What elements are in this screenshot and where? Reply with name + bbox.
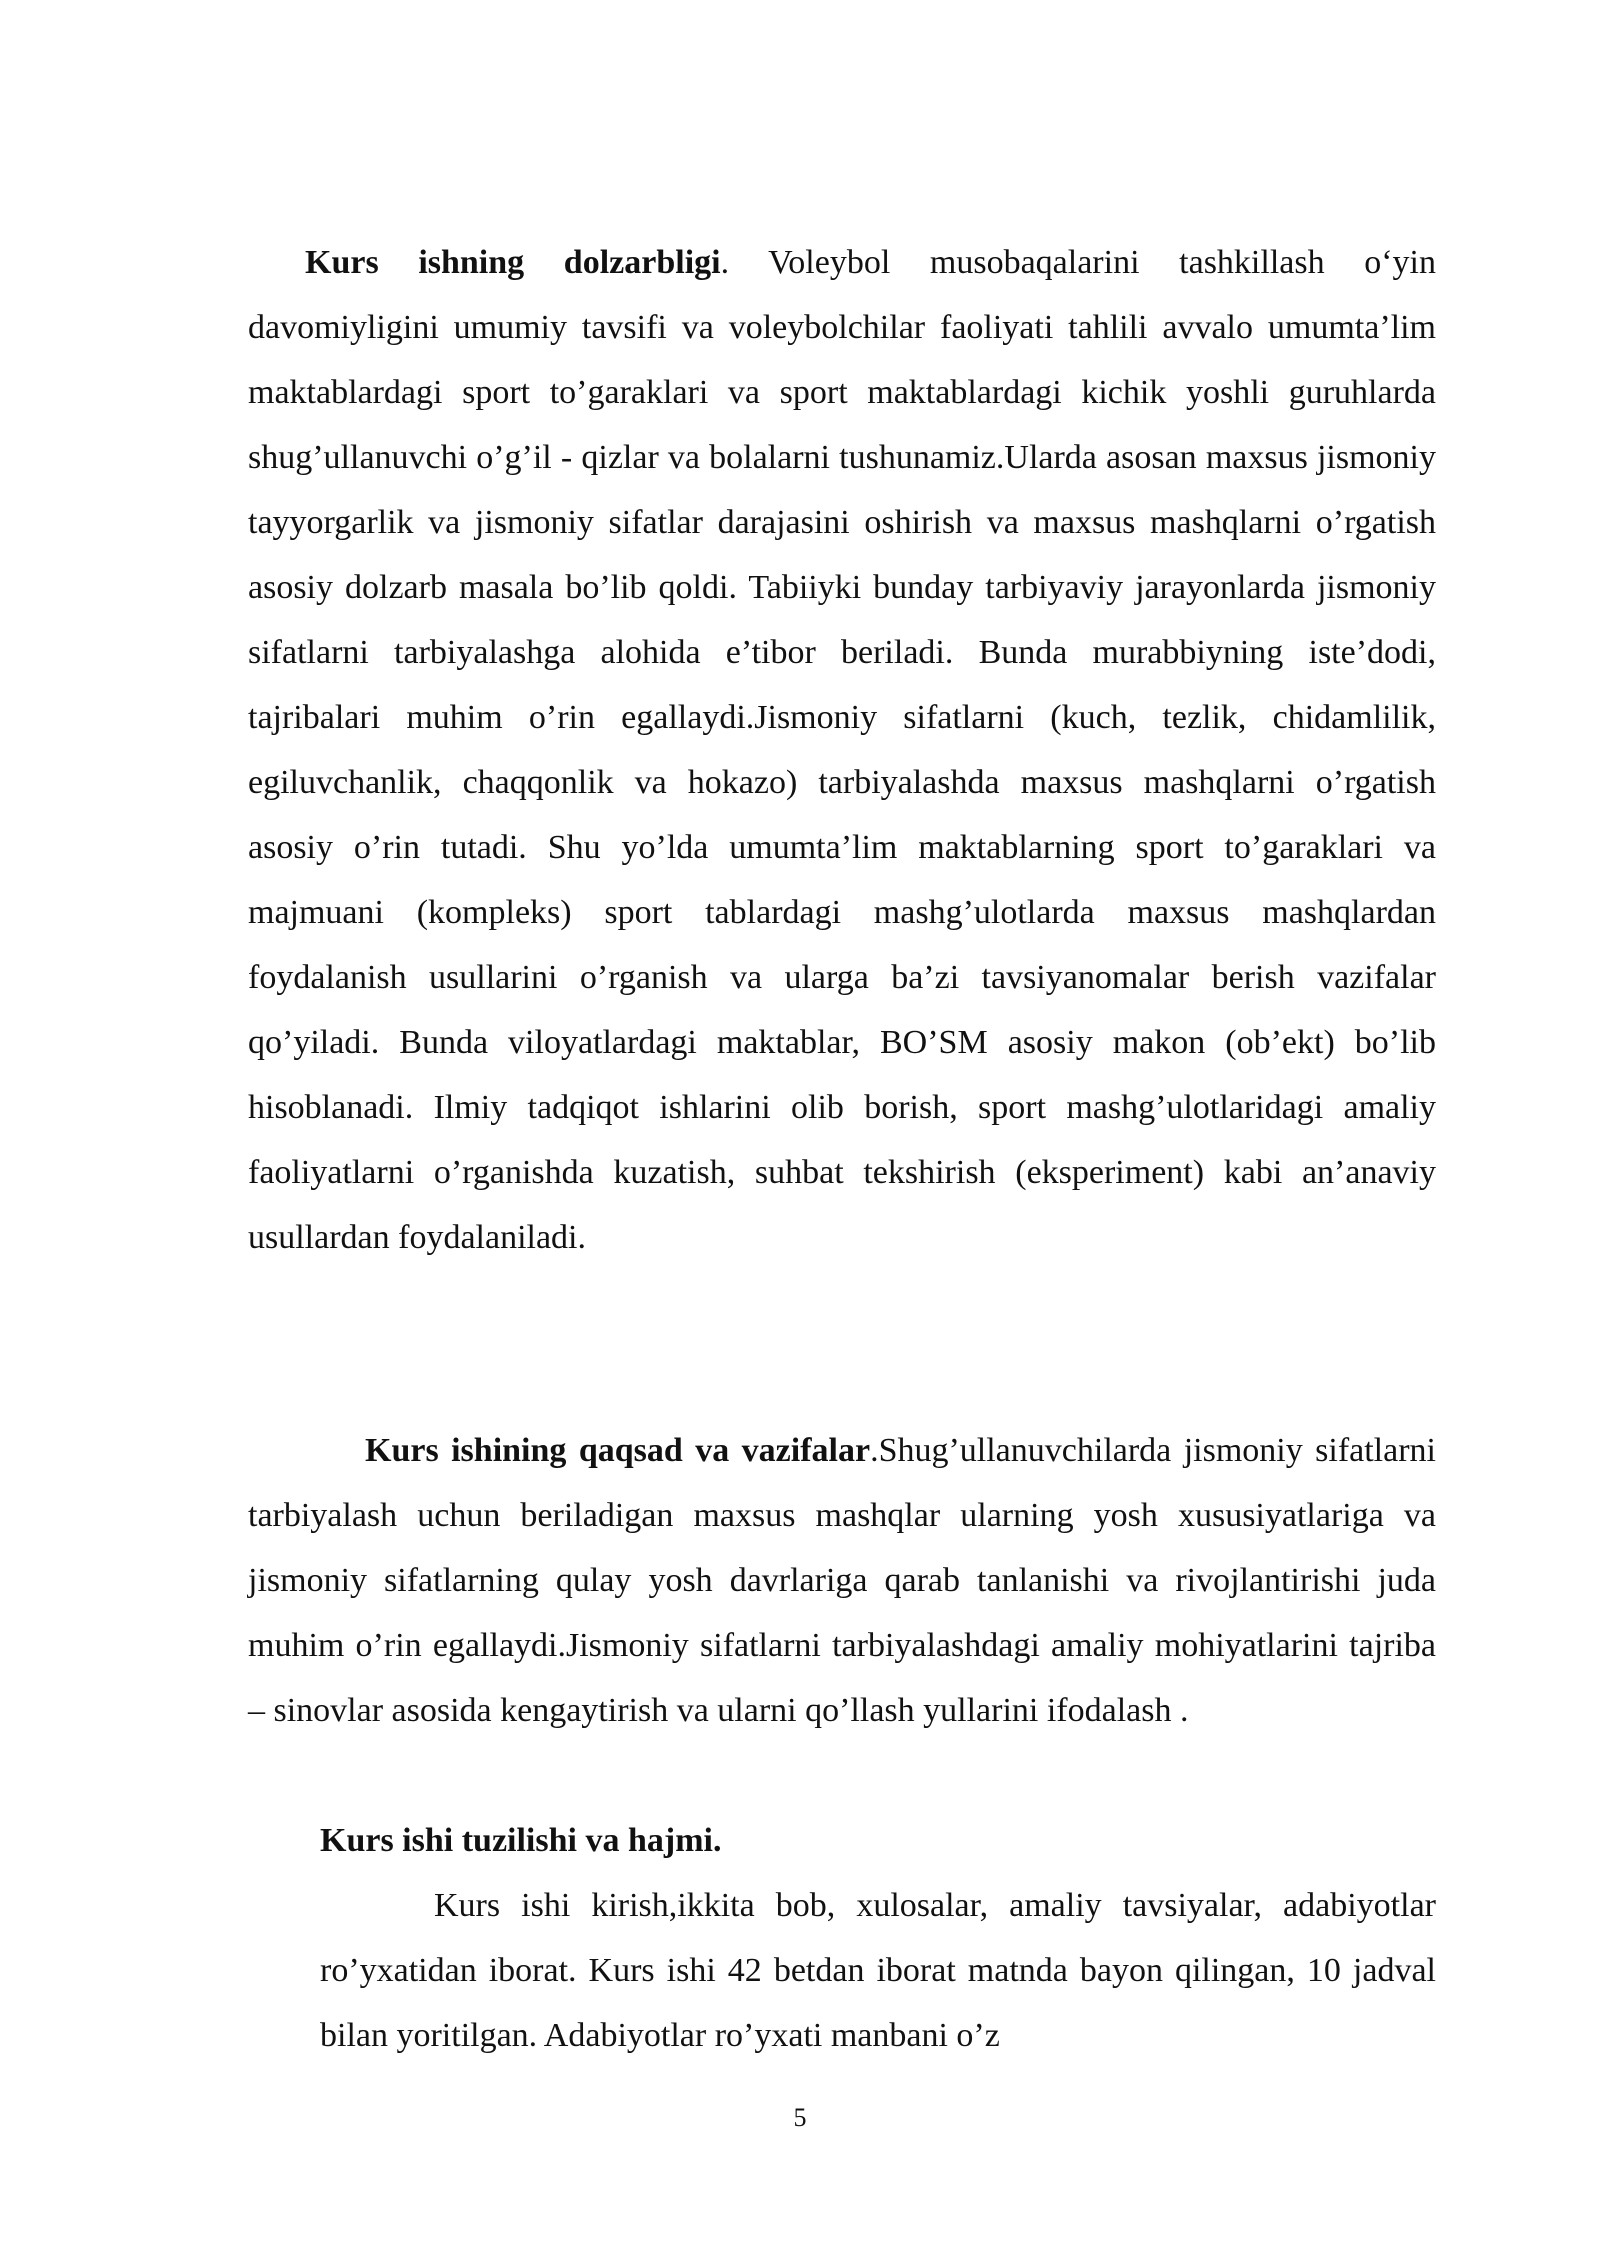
section-heading: Kurs ishining qaqsad va vazifalar	[365, 1432, 871, 1469]
paragraph-text: .Shug’ullanuvchilarda jismoniy sifatlarni tarbiyalash uchun beriladigan maxsus mashqlar ularning yosh xususiyatlariga va jismoniy sifatlarning qulay yosh davrlariga qarab tanlanishi va rivojlantirishi juda muhim o’rin egallaydi.Jismoniy sifatlarni tarbiyalashdagi amaliy mohiyatlarini tajriba – sinovlar asosida kengaytirish va ularni qo’llash yullarini ifodalash .	[248, 1432, 1436, 1729]
section-heading: Kurs ishi tuzilishi va hajmi.	[320, 1822, 722, 1859]
paragraph	[248, 1418, 1436, 1743]
section-goals	[248, 1418, 1436, 1743]
section-relevance	[248, 230, 1436, 1270]
page-number: 5	[793, 2103, 807, 2132]
paragraph-text: Voleybol musobaqalarini tashkillash o‘yin davomiyligini umumiy tavsifi va voleybolchilar faoliyati tahlili avvalo umumta’lim maktablardagi sport to’garaklari va sport maktablardagi kichik yoshli guruhlarda shug’ullanuvchi o’g’il - qizlar va bolalarni tushunamiz.Ularda asosan maxsus jismoniy tayyorgarlik va jismoniy sifatlar darajasini oshirish va maxsus mashqlarni o’rgatish asosiy dolzarb masala bo’lib qoldi. Tabiiyki bunday tarbiyaviy jarayonlarda jismoniy sifatlarni tarbiyalashga alohida e’tibor beriladi. Bunda murabbiyning iste’dodi, tajribalari muhim o’rin egallaydi.Jismoniy sifatlarni (kuch, tezlik, chidamlilik, egiluvchanlik, chaqqonlik va hokazo) tarbiyalashda maxsus mashqlarni o’rgatish asosiy o’rin tutadi. Shu yo’lda umumta’lim maktablarning sport to’garaklari va majmuani (kompleks) sport tablardagi mashg’ulotlarda maxsus mashqlardan foydalanish usullarini o’rganish va ularga ba’zi tavsiyanomalar berish vazifalar qo’yiladi. Bunda viloyatlardagi maktablar, BO’SM asosiy makon (ob’ekt) bo’lib hisoblanadi. Ilmiy tadqiqot ishlarini olib borish, sport mashg’ulotlaridagi amaliy faoliyatlarni o’rganishda kuzatish, suhbat tekshirish (eksperiment) kabi an’anaviy usullardan foydalaniladi.	[248, 244, 1436, 1256]
paragraph-text: Kurs ishi kirish,ikkita bob, xulosalar, amaliy tavsiyalar, adabiyotlar ro’yxatidan iborat. Kurs ishi 42 betdan iborat matnda bayon qilingan, 10 jadval bilan yoritilgan. Adabiyotlar ro’yxati manbani o’z	[320, 1887, 1436, 2054]
heading-separator: .	[720, 244, 730, 281]
paragraph	[248, 230, 1436, 1270]
section-structure	[320, 1873, 1436, 2068]
section-heading: Kurs ishning dolzarbligi	[305, 244, 721, 281]
